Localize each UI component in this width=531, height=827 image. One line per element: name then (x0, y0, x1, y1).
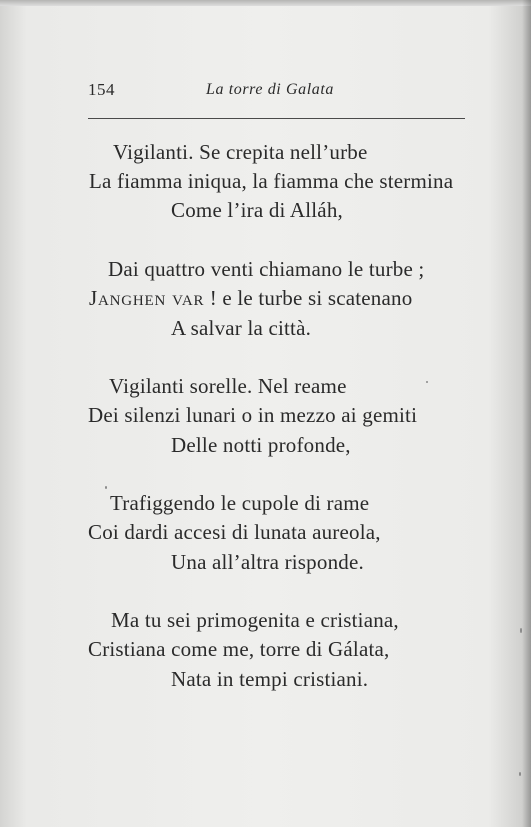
page-header (88, 80, 463, 102)
poem-line: Una all’altra risponde. (171, 550, 364, 574)
poem-line: Dei silenzi lunari o in mezzo ai gemiti (88, 403, 418, 427)
poem-line: Trafiggendo le cupole di rame (110, 491, 370, 515)
paper-speck (105, 486, 107, 489)
paper-speck (520, 628, 522, 633)
poem-line: Coi dardi accesi di lunata aureola, (88, 520, 381, 544)
poem-line-rest: ! e le turbe si scatenano (204, 286, 413, 310)
poem-line: Cristiana come me, torre di Gálata, (88, 637, 390, 661)
page-number: 154 (88, 80, 115, 99)
poem-line: Vigilanti sorelle. Nel reame (109, 374, 347, 398)
poem-line: Dai quattro venti chiamano le turbe ; (108, 257, 425, 281)
header-rule (88, 118, 465, 119)
poem-line (89, 286, 412, 310)
paper-speck (426, 381, 428, 383)
small-caps-phrase: Janghen var (89, 286, 205, 310)
poem-line: Ma tu sei primogenita e cristiana, (111, 608, 399, 632)
poem-line: La fiamma iniqua, la fiamma che stermina (89, 169, 454, 193)
poem-line: Delle notti profonde, (171, 433, 351, 457)
paper-speck (519, 772, 521, 776)
poem-line: Vigilanti. Se crepita nell’urbe (113, 140, 368, 164)
poem-line: Come l’ira di Alláh, (171, 198, 343, 222)
poem-line: Nata in tempi cristiani. (171, 667, 369, 691)
poem-line: A salvar la città. (171, 316, 312, 340)
poem (0, 136, 531, 736)
page-top-edge (0, 0, 531, 6)
running-title: La torre di Galata (206, 81, 334, 98)
